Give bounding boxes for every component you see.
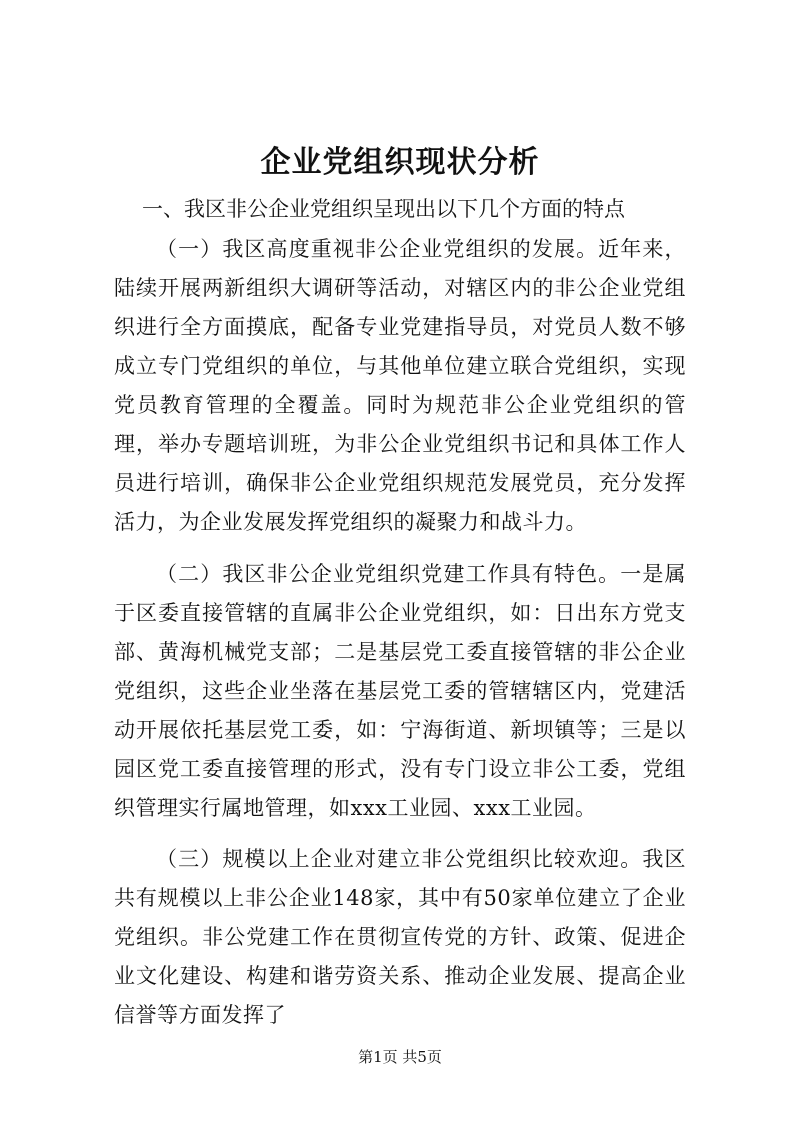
- paragraph-2: （二）我区非公企业党组织党建工作具有特色。一是属于区委直接管辖的直属非公企业党组织，如：日出东方党支部、黄海机械党支部；二是基层党工委直接管辖的非公企业党组织，这些企业坐落在基层党工委的管辖辖区内，党建活动开展依托基层党工委，如：宁海街道、新坝镇等；三是以园区党工委直接管理的形式，没有专门设立非公工委，党组织管理实行属地管理，如xxx工业园、xxx工业园。: [114, 562, 686, 820]
- page-footer: 第1页 共5页: [358, 1048, 442, 1066]
- paragraph-1: （一）我区高度重视非公企业党组织的发展。近年来，陆续开展两新组织大调研等活动，对辖区内的非公企业党组织进行全方面摸底，配备专业党建指导员，对党员人数不够成立专门党组织的单位，与其他单位建立联合党组织，实现党员教育管理的全覆盖。同时为规范非公企业党组织的管理，举办专题培训班，为非公企业党组织书记和具体工作人员进行培训，确保非公企业党组织规范发展党员，充分发挥活力，为企业发展发挥党组织的凝聚力和战斗力。: [114, 237, 686, 534]
- paragraph-3: （三）规模以上企业对建立非公党组织比较欢迎。我区共有规模以上非公企业148家，其中有50家单位建立了企业党组织。非公党建工作在贯彻宣传党的方针、政策、促进企业文化建设、构建和谐劳资关系、推动企业发展、提高企业信誉等方面发挥了: [114, 847, 686, 1027]
- document-title: 企业党组织现状分析: [260, 145, 540, 180]
- section-heading: 一、我区非公企业党组织呈现出以下几个方面的特点: [142, 197, 625, 221]
